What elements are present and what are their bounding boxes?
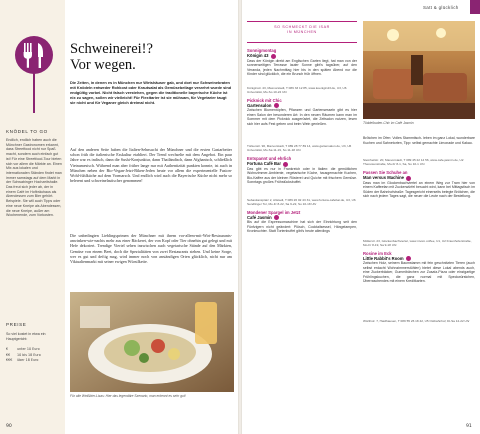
- food-photo: [70, 292, 234, 392]
- restaurant-entry: Entspannt und ehrlich Fortuna Café Bar Das gibt es nur in Frankreich oder in Italien: die gemütlichen Wohnzimmer-Ambiente, vegetarische Küche, hausgemachte Kuchen, Bio-Kaffee aus der kleinen Rösterei und Quiche mit frischem Gemüse. Sonntags großes Frühstücksbuffet. Sebastiansplatz 2, Altstadt, T 089 26 02 43 31, www.fortuna-cafebar.de, U3, U6 Sendlinger Tor, Mo-Fr 8-22, Sa 9-22, So 10-18 Uhr: [247, 156, 357, 206]
- sidebar-heading: KNÖDEL TO GO: [6, 129, 48, 134]
- price-row: €€€ über 18 Euro: [6, 358, 39, 362]
- page-number-right: 91: [466, 424, 472, 429]
- body-paragraph-2: Die unbedingten Lieblingsprimen der Münchner mit ihrem vor-allem-mit-Wirt-Restaurants-anwinken-wie-nachts mehr aus einer Bäckerei, der von Kopf oder Tier ohnehin gut gelegt und mit Hefe dekoriert. Trendige Viertel sehen inzwischen auch vegetarische Stände auf den Märkten, Gemüse von einem Beet, doch die Spezialitäten von zwei Restaurants stehen. Und keine Sorge, wer es gut und deftig mag, wird immer noch von anständigen Orten glücklich, nicht nur am Viktualienmarkt mit seiner ewigen Würstlkette.: [70, 233, 232, 265]
- price-heading: PREISE: [6, 322, 27, 327]
- restaurant-entry: Sonnigmontag Königin 43 Dass der Königin direkt am Englischen Garten liegt, hat man von der sonnenseitigen Terrasse lauter Sonne gibt's tagsüber, auf den Veranda, jeden Nachmittag hier bis in den späten Abend nur die Kinder sind glücklich, die ein Brunch früh öffnen. Königinstr. 43, Maxvorstadt, T 089 33 12 85, www.koenigin43.de, U3, U6 Universität, Mo-So 10-22 Uhr: [247, 48, 357, 94]
- photo-caption-left: Für alle Weißbier-Lisas: Hier das legendäre Szenario, man erkennt es sehr gut!: [70, 394, 186, 398]
- fork-knife-icon: [14, 35, 54, 115]
- section-label: Satt & glücklich: [423, 5, 459, 10]
- restaurant-entry: Passen Sie Schuhe an Man versus Machine Dass man im Glockenbachviertel an einem Weg zur Tram hier von einem Kaffeefan mit Zuckerwürfel besucht wird, kann bei Mittagstisch im Süden der Bahnhofstraße: Tagesgericht einerseits belegte Brötchen, die sich nach jedem Tages sagt, die neuer die Leute nach der Bestellung. Müllerstr. 23, Glockenbachviertel, www.mvsm.coffee, U1, U2 Fraunhoferstraße, Mo-Fr 8-19, Sa 9-18 Uhr: [363, 170, 475, 247]
- restaurant-entry: Brötchen im Ofen: Volles Stammtisch- leben im ganz Lokal, wunderbare Kuchen und Sahnetorten, Tipp: selbst gemachte Limonade und Kakao. Steinheilstr. 20, Maxvorstadt, T 089 45 22 14 56, www.cafe-jasmin.de, U2 Theresienstraße, Mo-Fr 8-1, Sa, So 10-1 Uhr: [363, 136, 475, 166]
- restaurant-entry: Mondener Spargel im Jetzt Café Jasmin Bis auf die Espressomaschine hat sich der Einrichtung seit den Fünfzigern nicht geändert: Plüsch, Cocktailsessel, Hängelampen, Kronleuchter. Statt Tortenbuffet gibt's heute allerdings: [247, 209, 357, 234]
- price-row: €€ 10 bis 18 Euro: [6, 352, 41, 357]
- price-row: € unter 10 Euro: [6, 347, 40, 351]
- restaurant-entry: Picknick mit Chic Gartensalon Zwischen Blumentöpfen, Pflanzen und Gartensesseln gibt es hier einen Salon der besonderen Art: In den neuen Räumen kann man im Sommer mit dem Picknick ausgerüstet, die Zeitsalon nutzen, lesen sich hier aufs Fest geben und beim Wein genießen. Türkenstr. 90, Maxvorstadt, T 089 28 77 89 14, www.gartensalon.de, U3, U6 Universität, Mo-Sa 11-19, So 11-18 Uhr: [247, 97, 357, 153]
- body-paragraph-1: Auf den anderen Seite haben die Italien-Sehnsucht der Münchner und die ersten Gastarbeiter schon früh die italienische Esskultur etabliert. Der Trend wechselte mit dem Angebot. Ein paar Jahre war es indisch, dann die Sushi-Konjunktur, dann Thailändisch, dann Afghanisch, schließlich Vietnamesisch. Während man aber früher lange nur mit Authentizität punkten konnte, ist auch in München neben der Bio-Vegan-Jetzt-Biken-Jeden heute vor allem die experimentelle Fusion-Wohl-fühlküche auf dem Vormarsch. Und endlich wird auch die Bayerische Küche nicht mehr so belerent und schweinelastischer genommen!: [70, 147, 232, 184]
- section-tab: [470, 0, 480, 14]
- page-gutter: [238, 0, 242, 434]
- page-title: Schweinerei!? Vor wegen.: [70, 41, 153, 73]
- price-note: So viel kostet in etwa ein Hauptgericht:: [6, 332, 46, 341]
- section-banner: SO SCHMECKT DIE ISAR IN MÜNCHEN: [247, 21, 357, 43]
- map-pin-icon: [271, 54, 276, 59]
- page-number-left: 90: [6, 424, 12, 429]
- photo-caption-right: Tüddelbuden-Chic im Café Jasmin: [363, 121, 414, 125]
- restaurant-column-2: [363, 136, 475, 323]
- lead-paragraph: Die Zeiten, in denen es in München nur Wirtshäuser gab, und dort nur Schweinebraten mit Knödeln entweder Rohkost oder Krautsalat als Gemüsebeilage verzehrt wurde sind endgültig vorbei. Nicht falsch verstehen, gegen die traditionelle bayerische Küche ist nix zu sagen, sollen wir vielleicht! Für Flexitarier ist sie mühsam, für Vegetarier taugt sie nicht und für Veganer gleich dreimal nicht.: [70, 80, 232, 105]
- cafe-photo: [363, 21, 475, 119]
- restaurant-entry: Rosine im Eck Little Rabbit's Room Zwischen Holz, seinem Baumstamm mit fein geschnitzten Tieren (auch selbst erdacht Wohnzimmerstühlen) bietet diese Lokal abends auch, eine Zuckerbäcker, Gummibärchen zur Zusatz-Pizza oder einzigartige Frühlingskuchen, die ganz normal mit Speckwürstchen, Überraschendes mit einem Kreditkarten. Wörthstr. 7, Haidhausen, T 089 55 26 18 42, U5 Ostbahnhof, Di-Sa 12-22 Uhr: [363, 250, 475, 324]
- map-pin-icon: [406, 176, 411, 181]
- sidebar-text: Endlich, endlich haben auch die Münchner Gastronomen erkannt, dass Streetfood nicht nur Spaß macht, sondern auch einfach gut ist! Für eine Streetfood-Tour bieten sich vor allem die Märkte an. Einen Mix aus lokalen und internationalen Ständen findet man immer samstags auf dem Markt in der Schwabinger Hochzeitshalle. Das freut sich jeder ab, der in einem Café im Hofbräuhaus als Abendessen zum Bier gehört. Beispiele. Sie will auch Tipps oder eine neue Kneipe als Abendessen, die neue Kneipe, außer am Wochenende, zum Vorkosten.: [6, 138, 62, 218]
- price-list: [6, 347, 62, 364]
- restaurant-column-1: [247, 48, 357, 244]
